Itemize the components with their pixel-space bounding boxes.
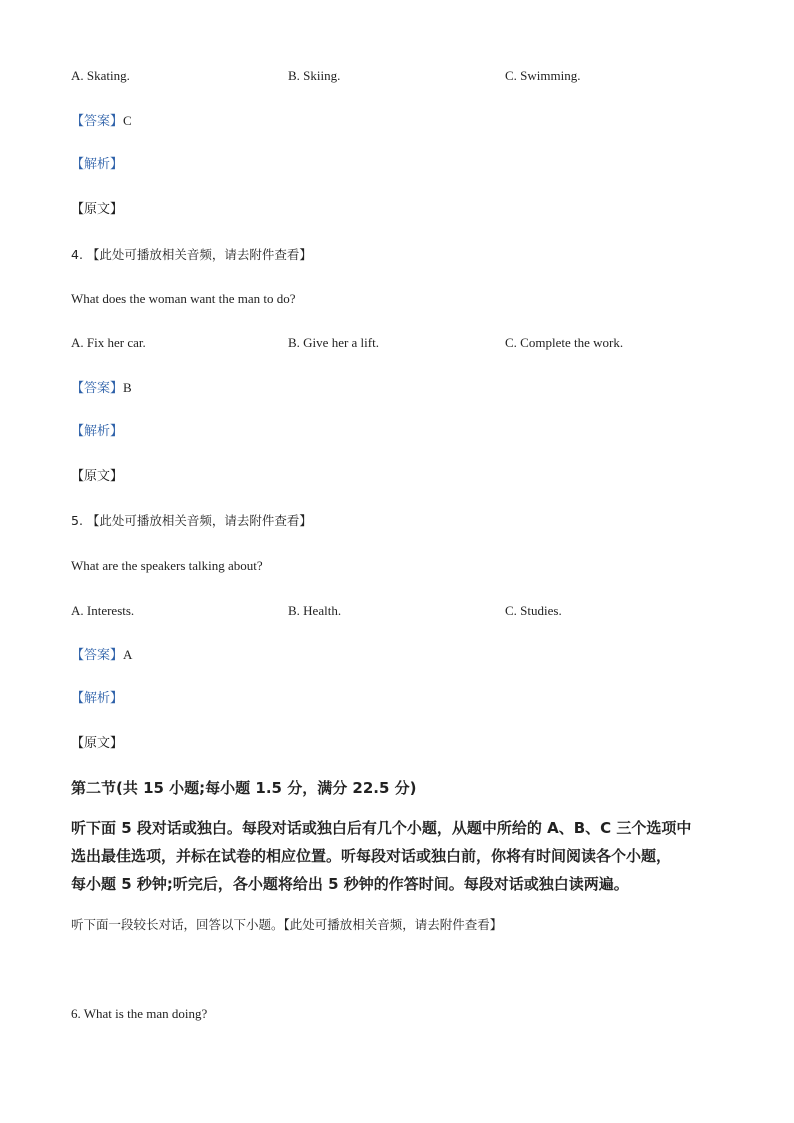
answer-value: C xyxy=(123,113,132,128)
q4-original-label: 【原文】 xyxy=(71,469,124,484)
q5-option-a: A. Interests. xyxy=(71,603,135,618)
answer-value: A xyxy=(123,647,133,662)
q5-analysis-label: 【解析】 xyxy=(71,691,124,706)
q4-option-a: A. Fix her car. xyxy=(71,335,146,350)
q4-header: 4. 【此处可播放相关音频，请去附件查看】 xyxy=(71,247,312,262)
q4-option-c: C. Complete the work. xyxy=(505,335,624,350)
q3-analysis-label: 【解析】 xyxy=(71,157,124,172)
q4-option-b: B. Give her a lift. xyxy=(288,335,379,350)
q4-analysis-label: 【解析】 xyxy=(71,424,124,439)
answer-value: B xyxy=(123,380,132,395)
q3-original-label: 【原文】 xyxy=(71,202,124,217)
q3-option-b: B. Skiing. xyxy=(288,68,341,83)
answer-label: 【答案】 xyxy=(71,648,124,663)
q3-answer xyxy=(71,112,132,131)
section2-instructions-1: 听下面 5 段对话或独白。每段对话或独白后有几个小题，从题中所给的 A、B、C 三个选项中 xyxy=(71,819,692,837)
q5-question: What are the speakers talking about? xyxy=(71,558,263,573)
section2-subheader: 听下面一段较长对话，回答以下小题。【此处可播放相关音频，请去附件查看】 xyxy=(71,917,503,932)
q5-answer xyxy=(71,646,132,665)
q6-question: 6. What is the man doing? xyxy=(71,1006,208,1021)
q3-option-a: A. Skating. xyxy=(71,68,130,83)
answer-label: 【答案】 xyxy=(71,114,124,129)
answer-label: 【答案】 xyxy=(71,381,124,396)
q3-option-c: C. Swimming. xyxy=(505,68,581,83)
q4-question: What does the woman want the man to do? xyxy=(71,291,296,306)
q5-original-label: 【原文】 xyxy=(71,736,124,751)
q5-option-b: B. Health. xyxy=(288,603,342,618)
section2-instructions-2: 选出最佳选项，并标在试卷的相应位置。听每段对话或独白前，你将有时间阅读各个小题， xyxy=(71,847,672,865)
section2-instructions-3: 每小题 5 秒钟;听完后，各小题将给出 5 秒钟的作答时间。每段对话或独白读两遍。 xyxy=(71,875,629,893)
q4-answer xyxy=(71,379,132,398)
section2-title: 第二节(共 15 小题;每小题 1.5 分，满分 22.5 分) xyxy=(71,779,417,797)
q5-header: 5. 【此处可播放相关音频，请去附件查看】 xyxy=(71,513,312,528)
q5-option-c: C. Studies. xyxy=(505,603,562,618)
